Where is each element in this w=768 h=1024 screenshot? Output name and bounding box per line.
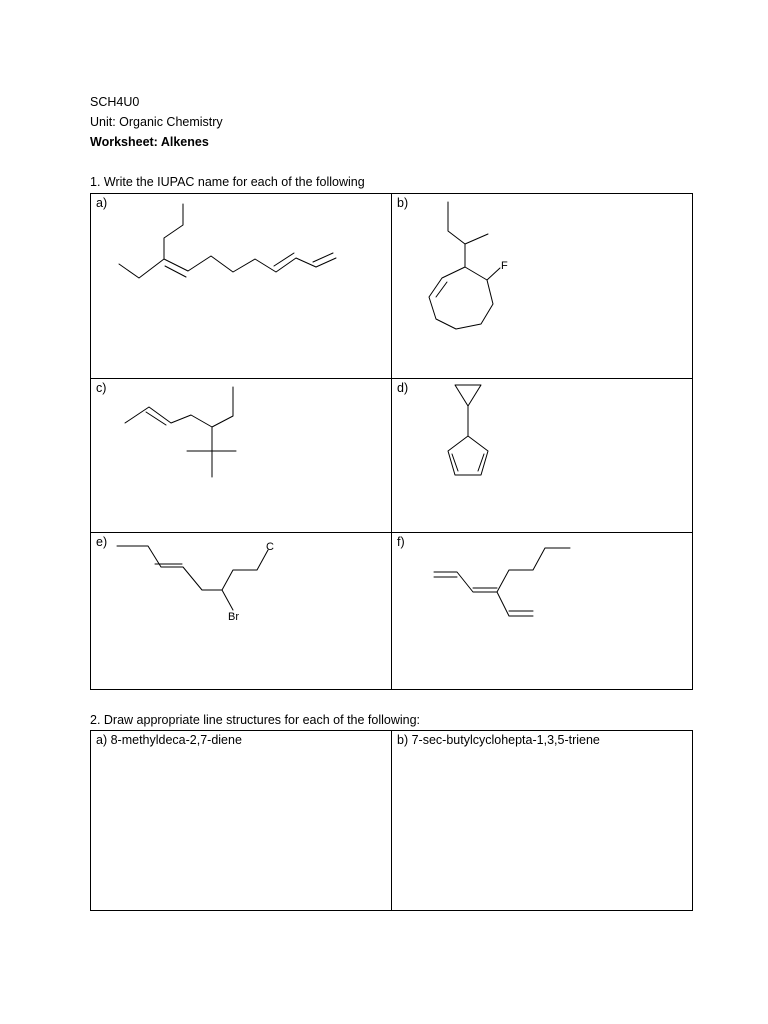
q1-cell-c-label: c) bbox=[96, 381, 107, 395]
q2-cell-b bbox=[391, 730, 693, 911]
q1-cell-f-label: f) bbox=[397, 535, 405, 549]
structure-b bbox=[392, 194, 694, 380]
worksheet-title: Worksheet: Alkenes bbox=[90, 135, 209, 149]
q1-cell-a bbox=[90, 193, 392, 379]
structure-c bbox=[91, 379, 393, 534]
structure-c-backbone bbox=[125, 387, 233, 427]
structure-e-carbon-label: C bbox=[266, 541, 274, 553]
structure-b-fluorine-label: F bbox=[501, 260, 508, 272]
structure-d bbox=[392, 379, 694, 534]
structure-f-vinyl-branch bbox=[497, 592, 533, 616]
structure-a-double-bond-1 bbox=[165, 266, 186, 277]
unit-title: Unit: Organic Chemistry bbox=[90, 115, 223, 129]
course-code: SCH4U0 bbox=[90, 95, 140, 109]
q1-cell-c bbox=[90, 378, 392, 533]
q2-cell-b-label: b) 7-sec-butylcyclohepta-1,3,5-triene bbox=[397, 733, 600, 747]
q1-cell-b bbox=[391, 193, 693, 379]
structure-e-backbone bbox=[117, 546, 268, 590]
structure-f-main-chain bbox=[434, 548, 570, 592]
question-2-prompt: 2. Draw appropriate line structures for each of the following: bbox=[90, 713, 421, 727]
structure-c-double-bond bbox=[146, 412, 166, 425]
structure-a-double-bond-2 bbox=[274, 253, 294, 266]
structure-a-backbone bbox=[119, 256, 316, 278]
structure-b-f-bond bbox=[487, 268, 500, 280]
q1-cell-e-label: e) bbox=[96, 535, 108, 549]
structure-d-cyclopentadiene bbox=[448, 436, 488, 475]
structure-e bbox=[91, 533, 393, 691]
structure-b-side-chain bbox=[448, 202, 465, 267]
q1-cell-a-label: a) bbox=[96, 196, 108, 210]
structure-f bbox=[392, 533, 694, 691]
structure-b-ring bbox=[429, 267, 493, 329]
structure-e-bromine-label: Br bbox=[228, 611, 239, 623]
q2-cell-a bbox=[90, 730, 392, 911]
q1-cell-b-label: b) bbox=[397, 196, 409, 210]
question-1-prompt: 1. Write the IUPAC name for each of the following bbox=[90, 175, 365, 189]
q1-cell-f bbox=[391, 532, 693, 690]
structure-a-branch bbox=[164, 204, 183, 259]
structure-b-methyl bbox=[465, 234, 488, 244]
q2-cell-a-label: a) 8-methyldeca-2,7-diene bbox=[96, 733, 242, 747]
q1-cell-d-label: d) bbox=[397, 381, 409, 395]
structure-a bbox=[91, 194, 393, 380]
structure-d-cyclopropane bbox=[455, 385, 481, 406]
q1-cell-e bbox=[90, 532, 392, 690]
structure-e-br-bond bbox=[222, 590, 233, 610]
q1-cell-d bbox=[391, 378, 693, 533]
